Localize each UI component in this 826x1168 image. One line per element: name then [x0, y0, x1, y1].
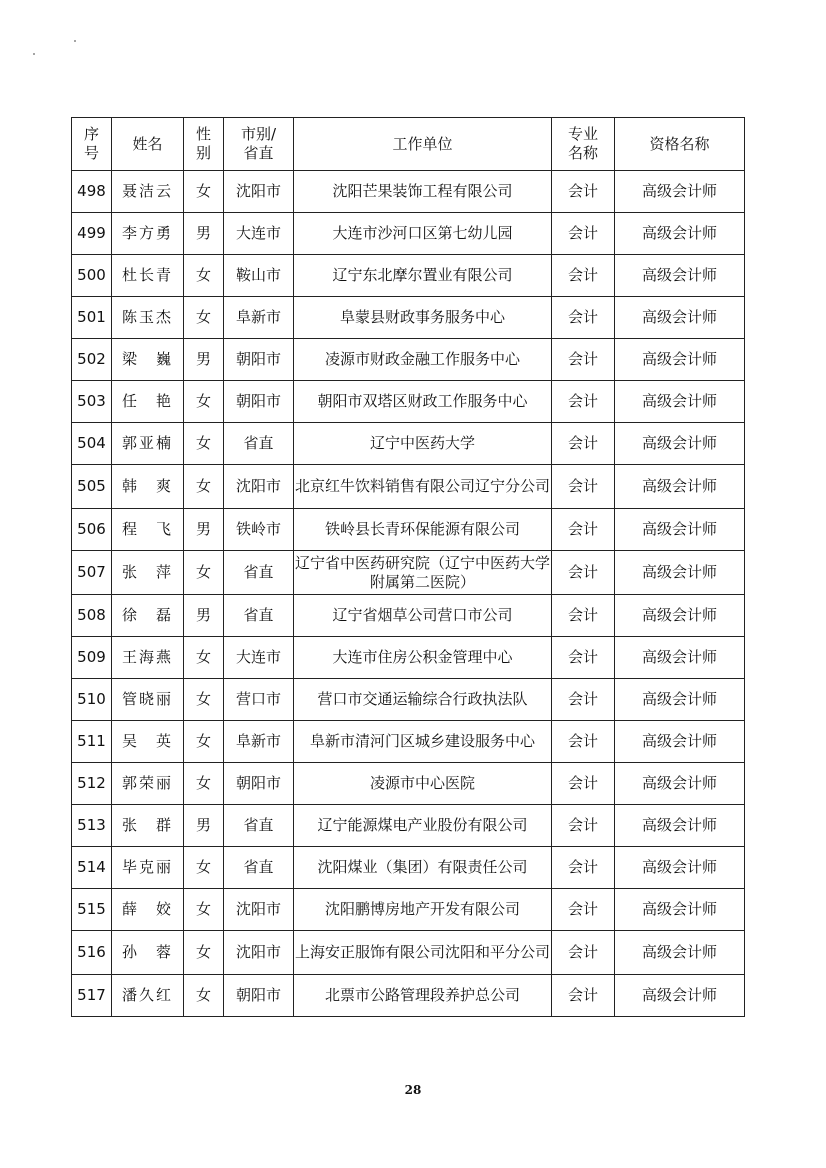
- cell-major: 会计: [552, 339, 615, 381]
- cell-city: 沈阳市: [224, 889, 294, 931]
- cell-major: 会计: [552, 297, 615, 339]
- cell-major: 会计: [552, 931, 615, 975]
- cell-name: 陈玉杰: [112, 297, 184, 339]
- table-row: [72, 975, 745, 1017]
- table-row: [72, 509, 745, 551]
- cell-name: 聂洁云: [112, 171, 184, 213]
- cell-name: 杜长青: [112, 255, 184, 297]
- cell-major: 会计: [552, 889, 615, 931]
- cell-name: 程 飞: [112, 509, 184, 551]
- cell-major: 会计: [552, 637, 615, 679]
- cell-unit: 辽宁省中医药研究院（辽宁中医药大学附属第二医院）: [294, 551, 552, 595]
- cell-city: 朝阳市: [224, 975, 294, 1017]
- table-row: [72, 551, 745, 595]
- cell-seq: 508: [72, 595, 112, 637]
- cell-city: 沈阳市: [224, 171, 294, 213]
- cell-name: 王海燕: [112, 637, 184, 679]
- cell-major: 会计: [552, 595, 615, 637]
- cell-name: 郭荣丽: [112, 763, 184, 805]
- header-gender: 性 别: [184, 118, 224, 171]
- cell-qualification: 高级会计师: [615, 255, 745, 297]
- cell-unit: 凌源市财政金融工作服务中心: [294, 339, 552, 381]
- cell-gender: 女: [184, 551, 224, 595]
- table-row: [72, 381, 745, 423]
- cell-unit: 朝阳市双塔区财政工作服务中心: [294, 381, 552, 423]
- cell-seq: 501: [72, 297, 112, 339]
- cell-unit: 阜新市清河门区城乡建设服务中心: [294, 721, 552, 763]
- cell-major: 会计: [552, 509, 615, 551]
- cell-unit: 沈阳鹏博房地产开发有限公司: [294, 889, 552, 931]
- cell-seq: 509: [72, 637, 112, 679]
- cell-name: 毕克丽: [112, 847, 184, 889]
- cell-gender: 女: [184, 763, 224, 805]
- cell-unit: 辽宁省烟草公司营口市公司: [294, 595, 552, 637]
- cell-gender: 男: [184, 595, 224, 637]
- table-row: [72, 297, 745, 339]
- cell-unit: 辽宁东北摩尔置业有限公司: [294, 255, 552, 297]
- table-row: [72, 171, 745, 213]
- table-row: [72, 679, 745, 721]
- cell-qualification: 高级会计师: [615, 465, 745, 509]
- cell-gender: 女: [184, 847, 224, 889]
- cell-seq: 511: [72, 721, 112, 763]
- table-row: [72, 847, 745, 889]
- header-unit: 工作单位: [294, 118, 552, 171]
- cell-major: 会计: [552, 465, 615, 509]
- table-row: [72, 213, 745, 255]
- cell-city: 阜新市: [224, 297, 294, 339]
- cell-seq: 498: [72, 171, 112, 213]
- cell-city: 铁岭市: [224, 509, 294, 551]
- cell-unit: 上海安正服饰有限公司沈阳和平分公司: [294, 931, 552, 975]
- cell-unit: 凌源市中心医院: [294, 763, 552, 805]
- cell-qualification: 高级会计师: [615, 509, 745, 551]
- cell-qualification: 高级会计师: [615, 679, 745, 721]
- cell-seq: 515: [72, 889, 112, 931]
- table-row: [72, 595, 745, 637]
- cell-city: 阜新市: [224, 721, 294, 763]
- cell-seq: 504: [72, 423, 112, 465]
- header-qualification: 资格名称: [615, 118, 745, 171]
- table-row: [72, 931, 745, 975]
- cell-gender: 女: [184, 721, 224, 763]
- cell-gender: 女: [184, 423, 224, 465]
- cell-seq: 506: [72, 509, 112, 551]
- roster-table: [71, 117, 745, 1017]
- cell-city: 鞍山市: [224, 255, 294, 297]
- table-row: [72, 339, 745, 381]
- header-seq: 序 号: [72, 118, 112, 171]
- cell-major: 会计: [552, 721, 615, 763]
- cell-gender: 女: [184, 465, 224, 509]
- cell-name: 张 萍: [112, 551, 184, 595]
- cell-major: 会计: [552, 423, 615, 465]
- cell-qualification: 高级会计师: [615, 595, 745, 637]
- cell-major: 会计: [552, 805, 615, 847]
- cell-seq: 499: [72, 213, 112, 255]
- table-row: [72, 423, 745, 465]
- cell-seq: 502: [72, 339, 112, 381]
- cell-name: 吴 英: [112, 721, 184, 763]
- cell-name: 李方勇: [112, 213, 184, 255]
- table-row: [72, 721, 745, 763]
- cell-city: 省直: [224, 423, 294, 465]
- cell-unit: 沈阳煤业（集团）有限责任公司: [294, 847, 552, 889]
- cell-city: 省直: [224, 847, 294, 889]
- cell-seq: 507: [72, 551, 112, 595]
- cell-seq: 503: [72, 381, 112, 423]
- cell-city: 朝阳市: [224, 381, 294, 423]
- cell-city: 省直: [224, 595, 294, 637]
- cell-city: 省直: [224, 805, 294, 847]
- cell-name: 张 群: [112, 805, 184, 847]
- cell-qualification: 高级会计师: [615, 297, 745, 339]
- cell-qualification: 高级会计师: [615, 423, 745, 465]
- cell-city: 沈阳市: [224, 465, 294, 509]
- cell-name: 薛 姣: [112, 889, 184, 931]
- cell-seq: 510: [72, 679, 112, 721]
- cell-seq: 517: [72, 975, 112, 1017]
- cell-seq: 516: [72, 931, 112, 975]
- cell-unit: 辽宁能源煤电产业股份有限公司: [294, 805, 552, 847]
- cell-qualification: 高级会计师: [615, 721, 745, 763]
- cell-major: 会计: [552, 763, 615, 805]
- cell-unit: 辽宁中医药大学: [294, 423, 552, 465]
- cell-qualification: 高级会计师: [615, 551, 745, 595]
- cell-gender: 女: [184, 679, 224, 721]
- table-row: [72, 889, 745, 931]
- cell-name: 潘久红: [112, 975, 184, 1017]
- cell-qualification: 高级会计师: [615, 931, 745, 975]
- cell-seq: 514: [72, 847, 112, 889]
- cell-city: 大连市: [224, 637, 294, 679]
- cell-seq: 513: [72, 805, 112, 847]
- cell-unit: 营口市交通运输综合行政执法队: [294, 679, 552, 721]
- cell-gender: 男: [184, 509, 224, 551]
- cell-unit: 阜蒙县财政事务服务中心: [294, 297, 552, 339]
- cell-seq: 512: [72, 763, 112, 805]
- cell-unit: 铁岭县长青环保能源有限公司: [294, 509, 552, 551]
- cell-major: 会计: [552, 381, 615, 423]
- table-row: [72, 637, 745, 679]
- cell-qualification: 高级会计师: [615, 171, 745, 213]
- cell-qualification: 高级会计师: [615, 847, 745, 889]
- cell-city: 大连市: [224, 213, 294, 255]
- cell-name: 孙 蓉: [112, 931, 184, 975]
- table-row: [72, 763, 745, 805]
- cell-gender: 女: [184, 255, 224, 297]
- cell-major: 会计: [552, 255, 615, 297]
- cell-city: 营口市: [224, 679, 294, 721]
- cell-city: 省直: [224, 551, 294, 595]
- cell-name: 郭亚楠: [112, 423, 184, 465]
- cell-qualification: 高级会计师: [615, 637, 745, 679]
- cell-gender: 男: [184, 339, 224, 381]
- cell-major: 会计: [552, 847, 615, 889]
- cell-gender: 男: [184, 805, 224, 847]
- cell-qualification: 高级会计师: [615, 213, 745, 255]
- cell-name: 任 艳: [112, 381, 184, 423]
- header-city: 市别/ 省直: [224, 118, 294, 171]
- cell-gender: 女: [184, 889, 224, 931]
- cell-major: 会计: [552, 551, 615, 595]
- header-row: [72, 118, 745, 171]
- cell-unit: 北票市公路管理段养护总公司: [294, 975, 552, 1017]
- cell-gender: 女: [184, 171, 224, 213]
- cell-city: 朝阳市: [224, 763, 294, 805]
- cell-qualification: 高级会计师: [615, 381, 745, 423]
- header-major: 专业 名称: [552, 118, 615, 171]
- cell-qualification: 高级会计师: [615, 763, 745, 805]
- cell-unit: 沈阳芒果装饰工程有限公司: [294, 171, 552, 213]
- cell-gender: 女: [184, 931, 224, 975]
- table-row: [72, 465, 745, 509]
- table-row: [72, 805, 745, 847]
- cell-unit: 大连市沙河口区第七幼儿园: [294, 213, 552, 255]
- cell-name: 管晓丽: [112, 679, 184, 721]
- cell-name: 梁 巍: [112, 339, 184, 381]
- cell-major: 会计: [552, 975, 615, 1017]
- cell-gender: 女: [184, 381, 224, 423]
- cell-gender: 女: [184, 297, 224, 339]
- cell-qualification: 高级会计师: [615, 339, 745, 381]
- cell-major: 会计: [552, 171, 615, 213]
- cell-gender: 女: [184, 975, 224, 1017]
- cell-city: 沈阳市: [224, 931, 294, 975]
- cell-qualification: 高级会计师: [615, 889, 745, 931]
- scan-speck: [33, 53, 35, 55]
- page-number: 28: [404, 1083, 422, 1097]
- cell-qualification: 高级会计师: [615, 805, 745, 847]
- cell-gender: 男: [184, 213, 224, 255]
- cell-major: 会计: [552, 213, 615, 255]
- cell-unit: 北京红牛饮料销售有限公司辽宁分公司: [294, 465, 552, 509]
- cell-major: 会计: [552, 679, 615, 721]
- cell-unit: 大连市住房公积金管理中心: [294, 637, 552, 679]
- cell-city: 朝阳市: [224, 339, 294, 381]
- scan-speck: [74, 40, 76, 42]
- cell-seq: 505: [72, 465, 112, 509]
- cell-gender: 女: [184, 637, 224, 679]
- cell-seq: 500: [72, 255, 112, 297]
- cell-name: 韩 爽: [112, 465, 184, 509]
- table-row: [72, 255, 745, 297]
- cell-qualification: 高级会计师: [615, 975, 745, 1017]
- cell-name: 徐 磊: [112, 595, 184, 637]
- header-name: 姓名: [112, 118, 184, 171]
